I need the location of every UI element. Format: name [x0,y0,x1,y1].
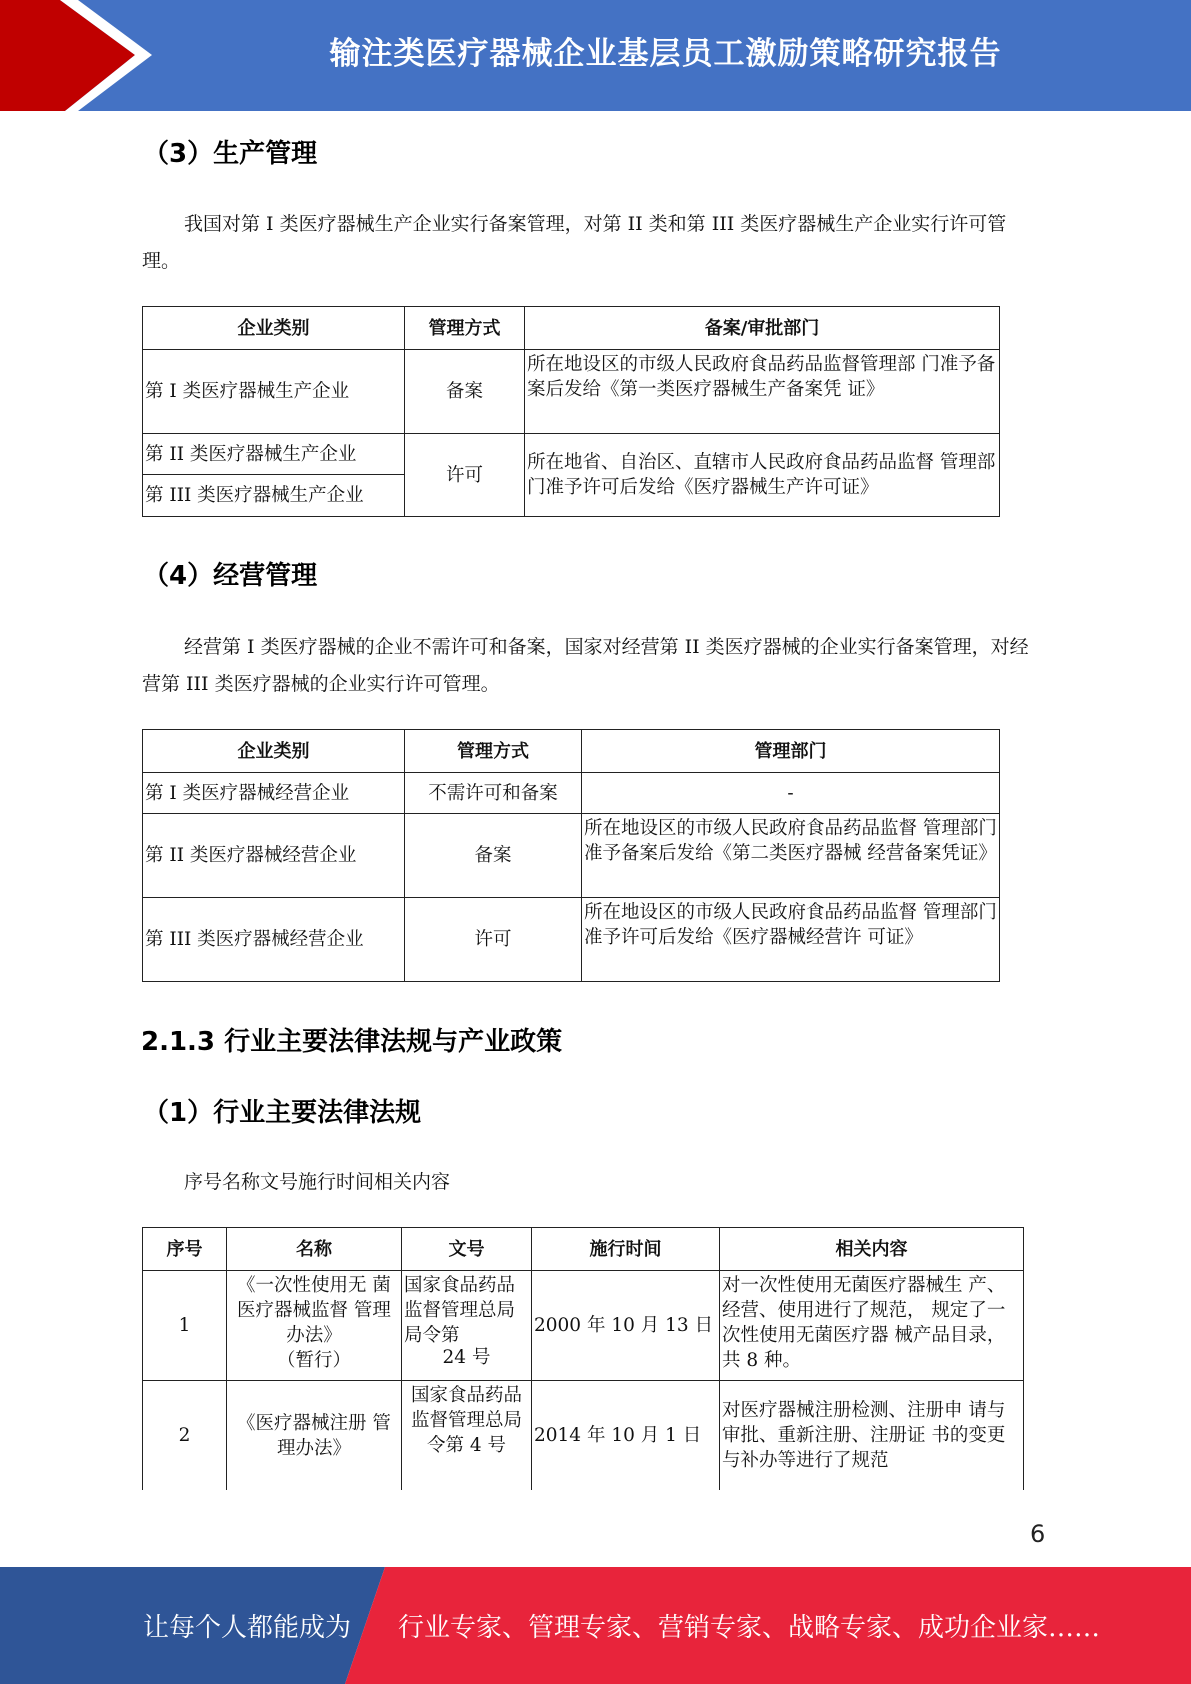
section-heading-production: （3）生产管理 [143,139,318,169]
table-header: 企业类别 [143,307,405,350]
table-header: 备案/审批部门 [525,307,1000,350]
table-cell: 第 II 类医疗器械生产企业 [143,434,405,475]
table-header: 施行时间 [532,1228,720,1271]
table-cell: 对医疗器械注册检测、注册申 请与审批、重新注册、注册证 书的变更与补办等进行了规范 [720,1381,1024,1491]
table-cell: 许可 [405,434,525,517]
table-cell: 所在地省、自治区、直辖市人民政府食品药品监督 管理部门准予许可后发给《医疗器械生产许可证》 [525,434,1000,517]
table-cell: 2014 年 10 月 1 日 [532,1381,720,1491]
table-cell: 备案 [405,814,582,898]
table-header: 管理方式 [405,730,582,773]
business-table [142,729,1000,982]
subsection-heading-laws: （1）行业主要法律法规 [143,1098,422,1128]
law-doc-number: 国家食品药品监督管理总局局令第 [404,1275,516,1346]
table-cutoff-mask [142,1490,1025,1492]
table-cell [227,1271,402,1381]
footer-slogan-left: 让每个人都能成为 [143,1613,352,1643]
footer-banner [0,1567,1191,1684]
table-cell: - [582,773,1000,814]
business-paragraph: 经营第 I 类医疗器械的企业不需许可和备案，国家对经营第 II 类医疗器械的企业实行备案管理，对经营第 III 类医疗器械的企业实行许可管理。 [142,636,1029,695]
laws-table [142,1227,1024,1491]
laws-intro: 序号名称文号施行时间相关内容 [184,1171,451,1193]
table-cell: 《医疗器械注册 管理办法》 [227,1381,402,1491]
table-cell: 2 [143,1381,227,1491]
table-cell: 第 I 类医疗器械经营企业 [143,773,405,814]
table-cell [402,1271,532,1381]
table-cell: 所在地设区的市级人民政府食品药品监督 管理部门准予备案后发给《第二类医疗器械 经营备案凭证》 [582,814,1000,898]
table-cell: 所在地设区的市级人民政府食品药品监督管理部 门准予备案后发给《第一类医疗器械生产备案凭 证》 [525,350,1000,434]
table-cell: 第 II 类医疗器械经营企业 [143,814,405,898]
law-doc-number-tail: 24 号 [442,1347,491,1368]
header-banner [0,0,1191,111]
table-header: 相关内容 [720,1228,1024,1271]
table-cell: 1 [143,1271,227,1381]
table-cell: 第 I 类医疗器械生产企业 [143,350,405,434]
table-cell: 备案 [405,350,525,434]
law-name-note: （暂行） [276,1350,351,1371]
page-number: 6 [1030,1520,1046,1548]
table-header: 序号 [143,1228,227,1271]
table-cell: 许可 [405,898,582,982]
table-cell: 2000 年 10 月 13 日 [532,1271,720,1381]
table-header: 管理部门 [582,730,1000,773]
table-cell: 不需许可和备案 [405,773,582,814]
law-name: 《一次性使用无 菌医疗器械监督 管理办法》 [237,1275,391,1346]
table-header: 文号 [402,1228,532,1271]
table-cell: 第 III 类医疗器械生产企业 [143,475,405,517]
table-cell: 第 III 类医疗器械经营企业 [143,898,405,982]
footer-slogan-right: 行业专家、管理专家、营销专家、战略专家、成功企业家…… [398,1613,1101,1643]
table-cell: 对一次性使用无菌医疗器械生 产、经营、使用进行了规范， 规定了一次性使用无菌医疗器 械产品目录，共 8 种。 [720,1271,1024,1381]
production-paragraph: 我国对第 I 类医疗器械生产企业实行备案管理，对第 II 类和第 III 类医疗器械生产企业实行许可管理。 [142,213,1007,272]
production-table [142,306,1000,517]
report-title: 输注类医疗器械企业基层员工激励策略研究报告 [329,35,1002,72]
section-heading-business: （4）经营管理 [143,561,318,591]
table-header: 企业类别 [143,730,405,773]
table-header: 名称 [227,1228,402,1271]
table-cell: 所在地设区的市级人民政府食品药品监督 管理部门准予许可后发给《医疗器械经营许 可证》 [582,898,1000,982]
section-heading-laws: 2.1.3 行业主要法律法规与产业政策 [141,1027,563,1057]
table-header: 管理方式 [405,307,525,350]
table-cell: 国家食品药品监督管理总局令第 4 号 [402,1381,532,1491]
